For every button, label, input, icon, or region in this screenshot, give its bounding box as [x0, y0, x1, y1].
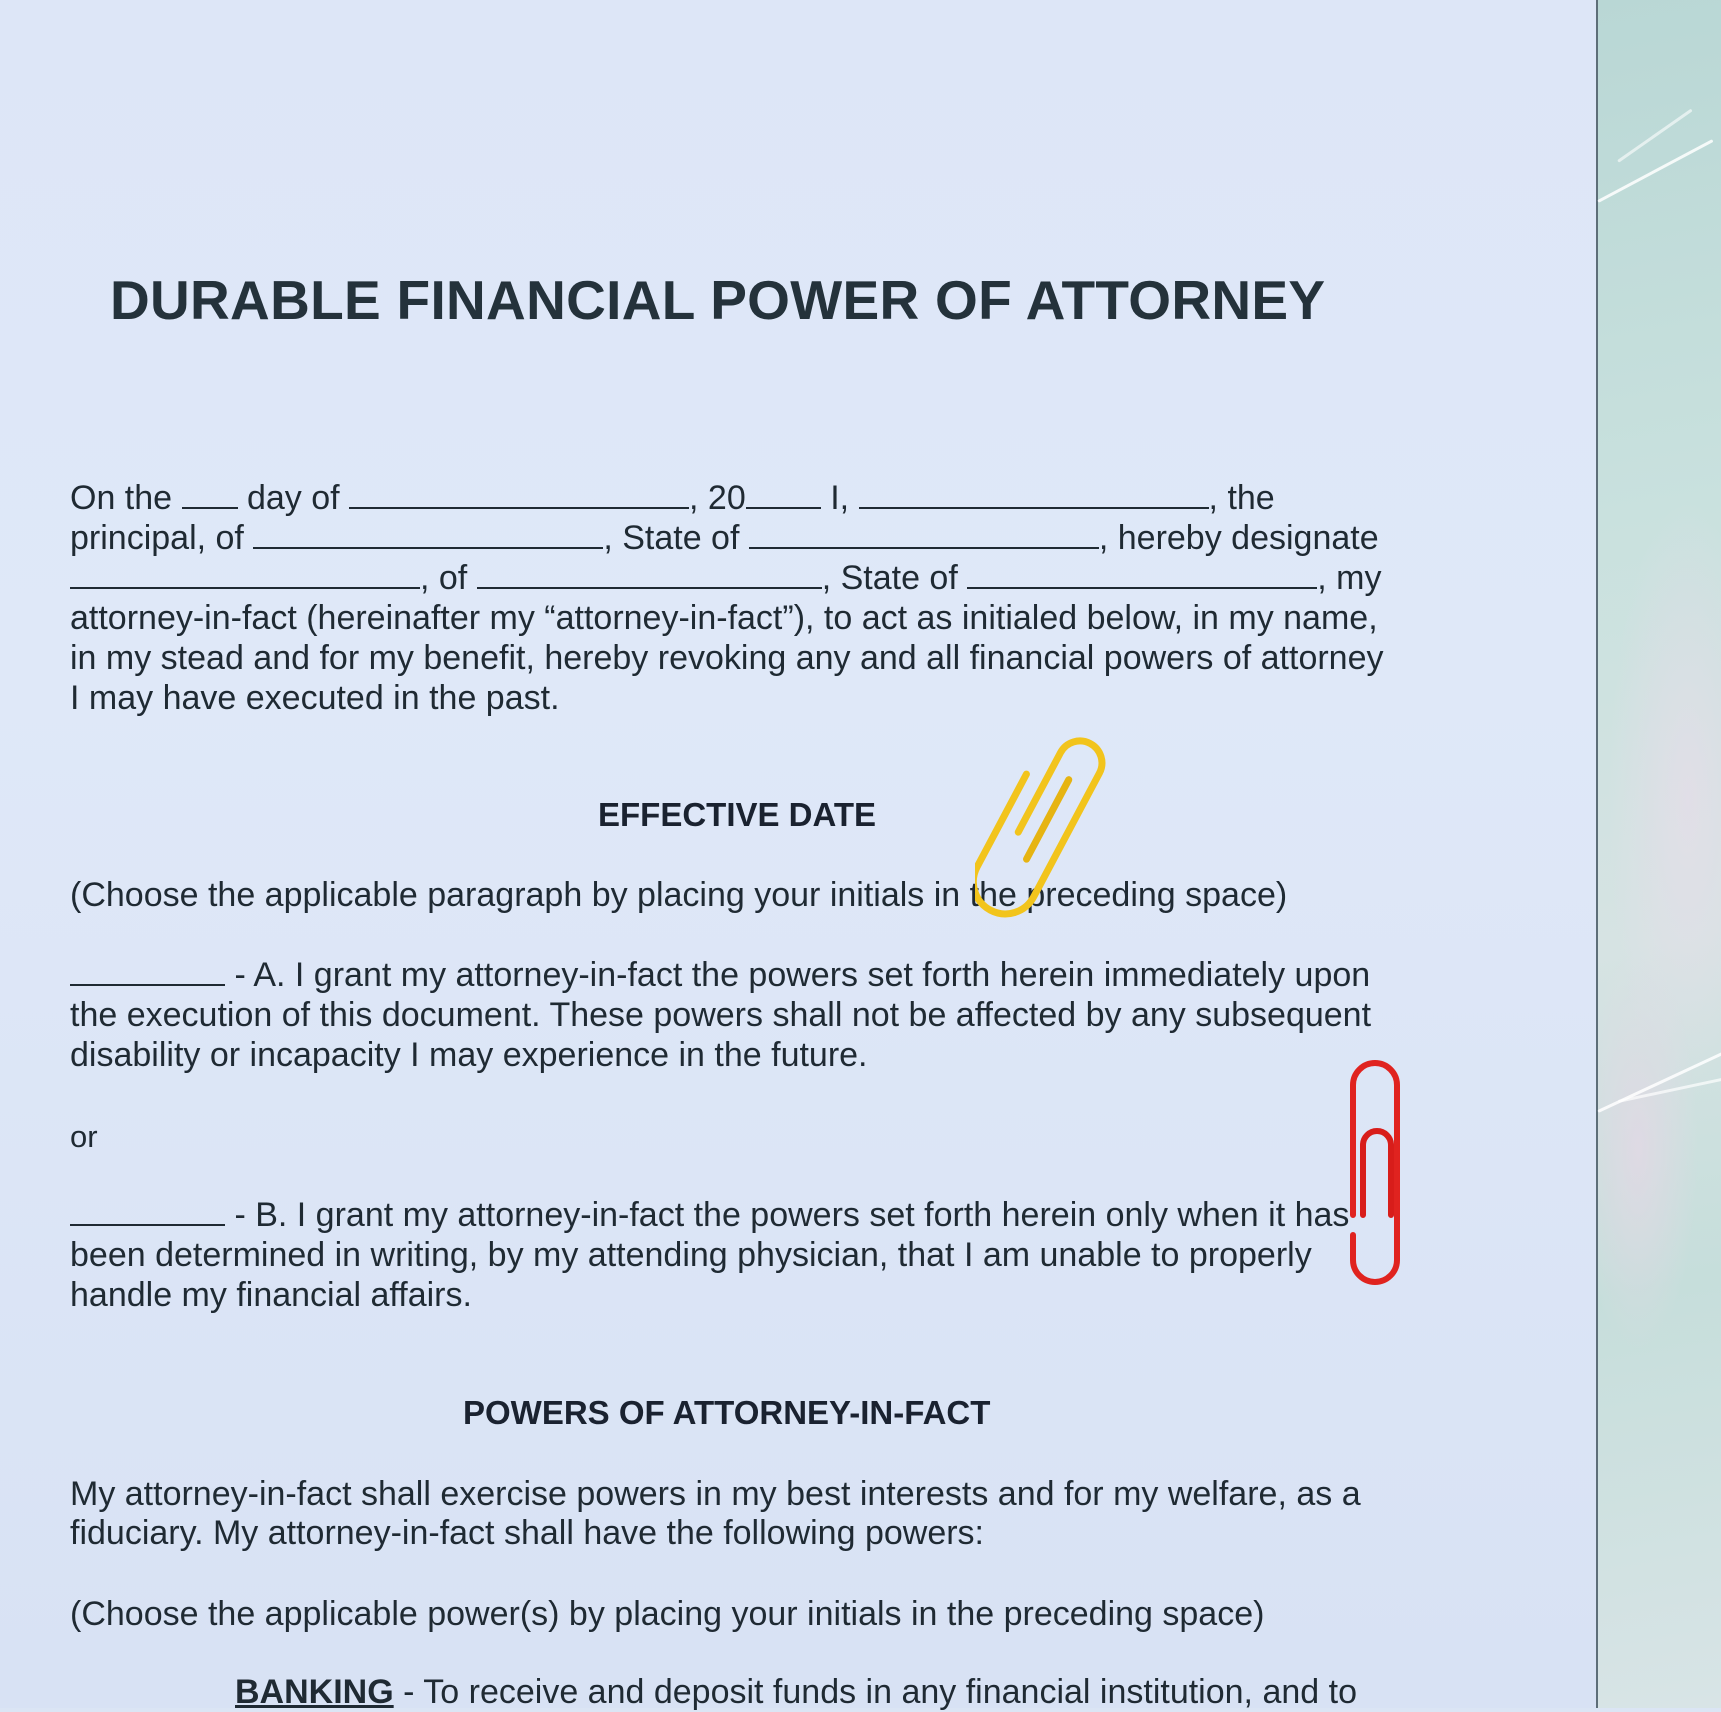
option-b-initials-blank[interactable] [70, 1200, 225, 1226]
text: principal, of [70, 519, 254, 557]
text: - A. I grant my attorney-in-fact the powers set forth herein immediately upon [225, 956, 1371, 994]
text: , of [420, 559, 477, 597]
intro-line-1 [70, 478, 1275, 518]
powers-para-line-2: fiduciary. My attorney-in-fact shall have the following powers: [70, 1514, 984, 1552]
document-title: DURABLE FINANCIAL POWER OF ATTORNEY [110, 269, 1326, 331]
option-b-line-2: been determined in writing, by my attending physician, that I am unable to properly [70, 1236, 1312, 1274]
text: , my [1317, 559, 1382, 597]
effective-date-instruction: (Choose the applicable paragraph by placing your initials in the preceding space) [70, 876, 1288, 914]
banking-label: BANKING [235, 1673, 394, 1711]
option-b-line-3: handle my financial affairs. [70, 1276, 472, 1314]
attorney-city-blank[interactable] [477, 563, 822, 589]
month-blank[interactable] [349, 483, 689, 509]
textured-backdrop [1598, 0, 1721, 1708]
or-label: or [70, 1119, 98, 1154]
intro-line-5: in my stead and for my benefit, hereby revoking any and all financial powers of attorney [70, 639, 1384, 677]
powers-instruction: (Choose the applicable power(s) by placing your initials in the preceding space) [70, 1595, 1265, 1633]
yellow-paperclip-icon [975, 695, 1125, 935]
intro-line-4: attorney-in-fact (hereinafter my “attorney-in-fact”), to act as initialed below, in my name, [70, 599, 1378, 637]
text: day of [237, 479, 350, 517]
text: On the [70, 479, 182, 517]
powers-heading: POWERS OF ATTORNEY-IN-FACT [463, 1394, 991, 1431]
text: - To receive and deposit funds in any financial institution, and to [393, 1673, 1357, 1711]
option-a-line-1 [70, 955, 1370, 995]
intro-line-3 [70, 558, 1381, 598]
text: , State of [821, 559, 968, 597]
banking-line [235, 1672, 1357, 1712]
intro-line-6: I may have executed in the past. [70, 679, 560, 717]
attorney-state-blank[interactable] [967, 563, 1317, 589]
red-paperclip-icon [1335, 1050, 1415, 1295]
day-blank[interactable] [182, 483, 238, 509]
attorney-name-blank[interactable] [70, 563, 420, 589]
principal-city-blank[interactable] [253, 523, 603, 549]
option-b-line-1 [70, 1195, 1349, 1235]
text: , 20 [689, 479, 746, 517]
intro-line-2 [70, 518, 1379, 558]
principal-name-blank[interactable] [859, 483, 1209, 509]
principal-state-blank[interactable] [749, 523, 1099, 549]
text: - B. I grant my attorney-in-fact the powers set forth herein only when it has [225, 1196, 1350, 1234]
text: I, [820, 479, 859, 517]
option-a-initials-blank[interactable] [70, 960, 225, 986]
text: , State of [603, 519, 749, 557]
option-a-line-2: the execution of this document. These powers shall not be affected by any subsequent [70, 996, 1372, 1034]
effective-date-heading: EFFECTIVE DATE [598, 796, 877, 833]
option-a-line-3: disability or incapacity I may experience in the future. [70, 1036, 868, 1074]
text: , hereby designate [1098, 519, 1379, 557]
text: , the [1208, 479, 1275, 517]
powers-para-line-1: My attorney-in-fact shall exercise powers in my best interests and for my welfare, as a [70, 1475, 1361, 1513]
year-blank[interactable] [746, 483, 821, 509]
